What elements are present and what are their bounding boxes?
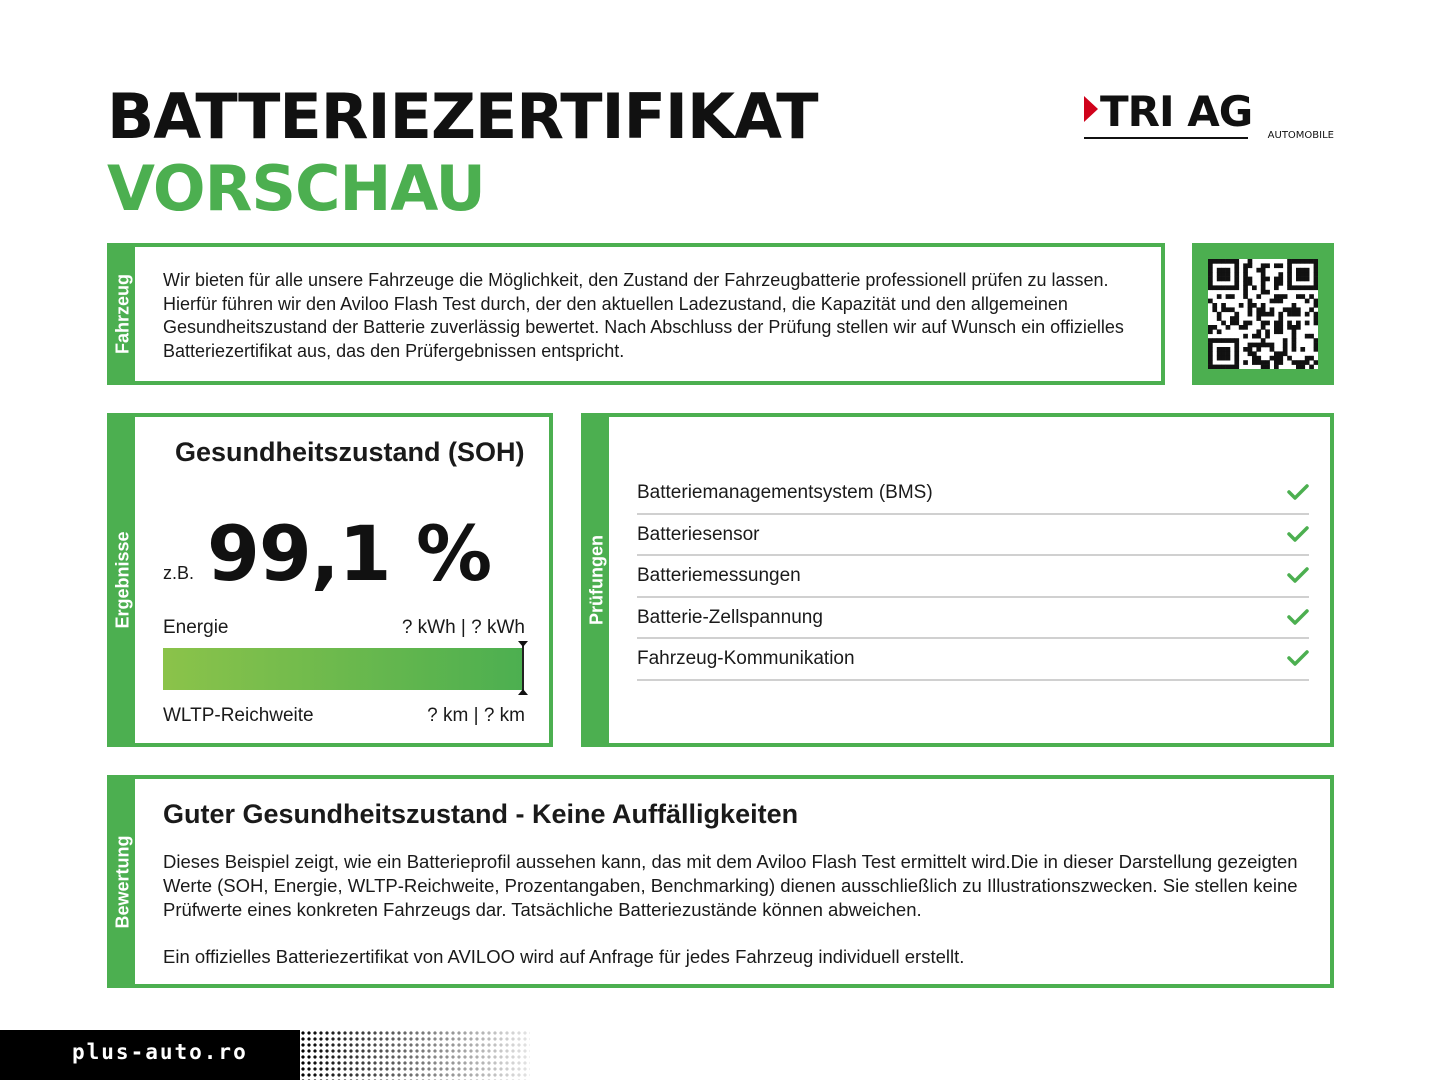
- marker-down-icon: [518, 641, 528, 647]
- pruefungen-tab-label: Prüfungen: [586, 535, 607, 625]
- check-label: Batterie-Zellspannung: [637, 606, 823, 628]
- page-title: BATTERIEZERTIFIKAT: [107, 80, 818, 153]
- bewertung-tab-label: Bewertung: [112, 834, 133, 929]
- check-icon: [1287, 566, 1309, 584]
- fahrzeug-tab: [111, 247, 135, 381]
- tri-ag-logo: [1082, 88, 1338, 144]
- intro-text: Wir bieten für alle unsere Fahrzeuge die Möglichkeit, den Zustand der Fahrzeugbatterie professionell prüfen zu lassen. Hierfür führen wir den Aviloo Flash Test durch, der den aktuellen Ladezustand, die Kapazität und den allgemeinen Gesundheitszustand der Batterie zuverlässig bewertet. Nach Abschluss der Prüfung stellen wir auf Wunsch ein offizielles Batteriezertifikat aus, das den Prüfergebnissen entspricht.: [163, 270, 1124, 361]
- ergebnisse-panel: [107, 413, 553, 747]
- check-icon: [1287, 525, 1309, 543]
- check-label: Batteriemessungen: [637, 565, 801, 586]
- check-label: Fahrzeug-Kommunikation: [637, 648, 855, 669]
- evaluation-title: Guter Gesundheitszustand - Keine Auffälligkeiten: [163, 799, 799, 829]
- ergebnisse-tab-label: Ergebnisse: [112, 531, 133, 629]
- pruefungen-tab: [585, 417, 609, 743]
- check-icon: [1287, 608, 1309, 626]
- check-item: [637, 515, 1309, 557]
- svg-text:AUTOMOBILE: AUTOMOBILE: [1267, 130, 1334, 141]
- ergebnisse-tab: [111, 417, 135, 743]
- evaluation-text: Dieses Beispiel zeigt, wie ein Batterieprofil aussehen kann, das mit dem Aviloo Flash Test ermittelt wird.Die in dieser Darstellung gezeigten Werte (SOH, Energie, WLTP-Reichweite, Prozentangaben, Benchmarking) dienen ausschließlich zu Illustrationszwecken. Sie stellen keine Prüfwerte eines konkreten Fahrzeugs dar. Tatsächliche Batteriezustände können abweichen.: [163, 851, 1298, 920]
- bar-end-marker: [522, 645, 524, 693]
- footer-dot-pattern: [300, 1030, 530, 1080]
- check-icon: [1287, 483, 1309, 501]
- fahrzeug-tab-label: Fahrzeug: [112, 273, 133, 355]
- check-label: Batteriesensor: [637, 523, 760, 545]
- range-value: ? km | ? km: [427, 705, 525, 726]
- check-label: Batteriemanagementsystem (BMS): [637, 482, 933, 503]
- energy-value: ? kWh | ? kWh: [401, 617, 525, 638]
- qr-code-icon: [1208, 259, 1318, 369]
- soh-value: 99,1 %: [207, 509, 492, 598]
- check-item: [637, 473, 1309, 515]
- energy-label: Energie: [163, 617, 229, 638]
- check-item: [637, 598, 1309, 640]
- bewertung-panel: [107, 775, 1334, 988]
- bewertung-tab: [111, 779, 135, 984]
- marker-up-icon: [518, 689, 528, 695]
- soh-gradient-bar: [163, 648, 524, 690]
- svg-text:TRI AG: TRI AG: [1100, 88, 1253, 136]
- soh-title: Gesundheitszustand (SOH): [175, 437, 525, 467]
- check-list: [637, 473, 1309, 681]
- footer-watermark-text: plus-auto.ro: [72, 1040, 248, 1064]
- check-item: [637, 556, 1309, 598]
- page-subtitle: VORSCHAU: [107, 152, 485, 225]
- qr-code-frame: [1192, 243, 1334, 385]
- pruefungen-panel: [581, 413, 1334, 747]
- evaluation-note: Ein offizielles Batteriezertifikat von AVILOO wird auf Anfrage für jedes Fahrzeug individuell erstellt.: [163, 946, 965, 967]
- check-item: [637, 639, 1309, 681]
- soh-prefix: z.B.: [163, 563, 195, 583]
- range-label: WLTP-Reichweite: [163, 705, 314, 726]
- fahrzeug-panel: [107, 243, 1165, 385]
- check-icon: [1287, 649, 1309, 667]
